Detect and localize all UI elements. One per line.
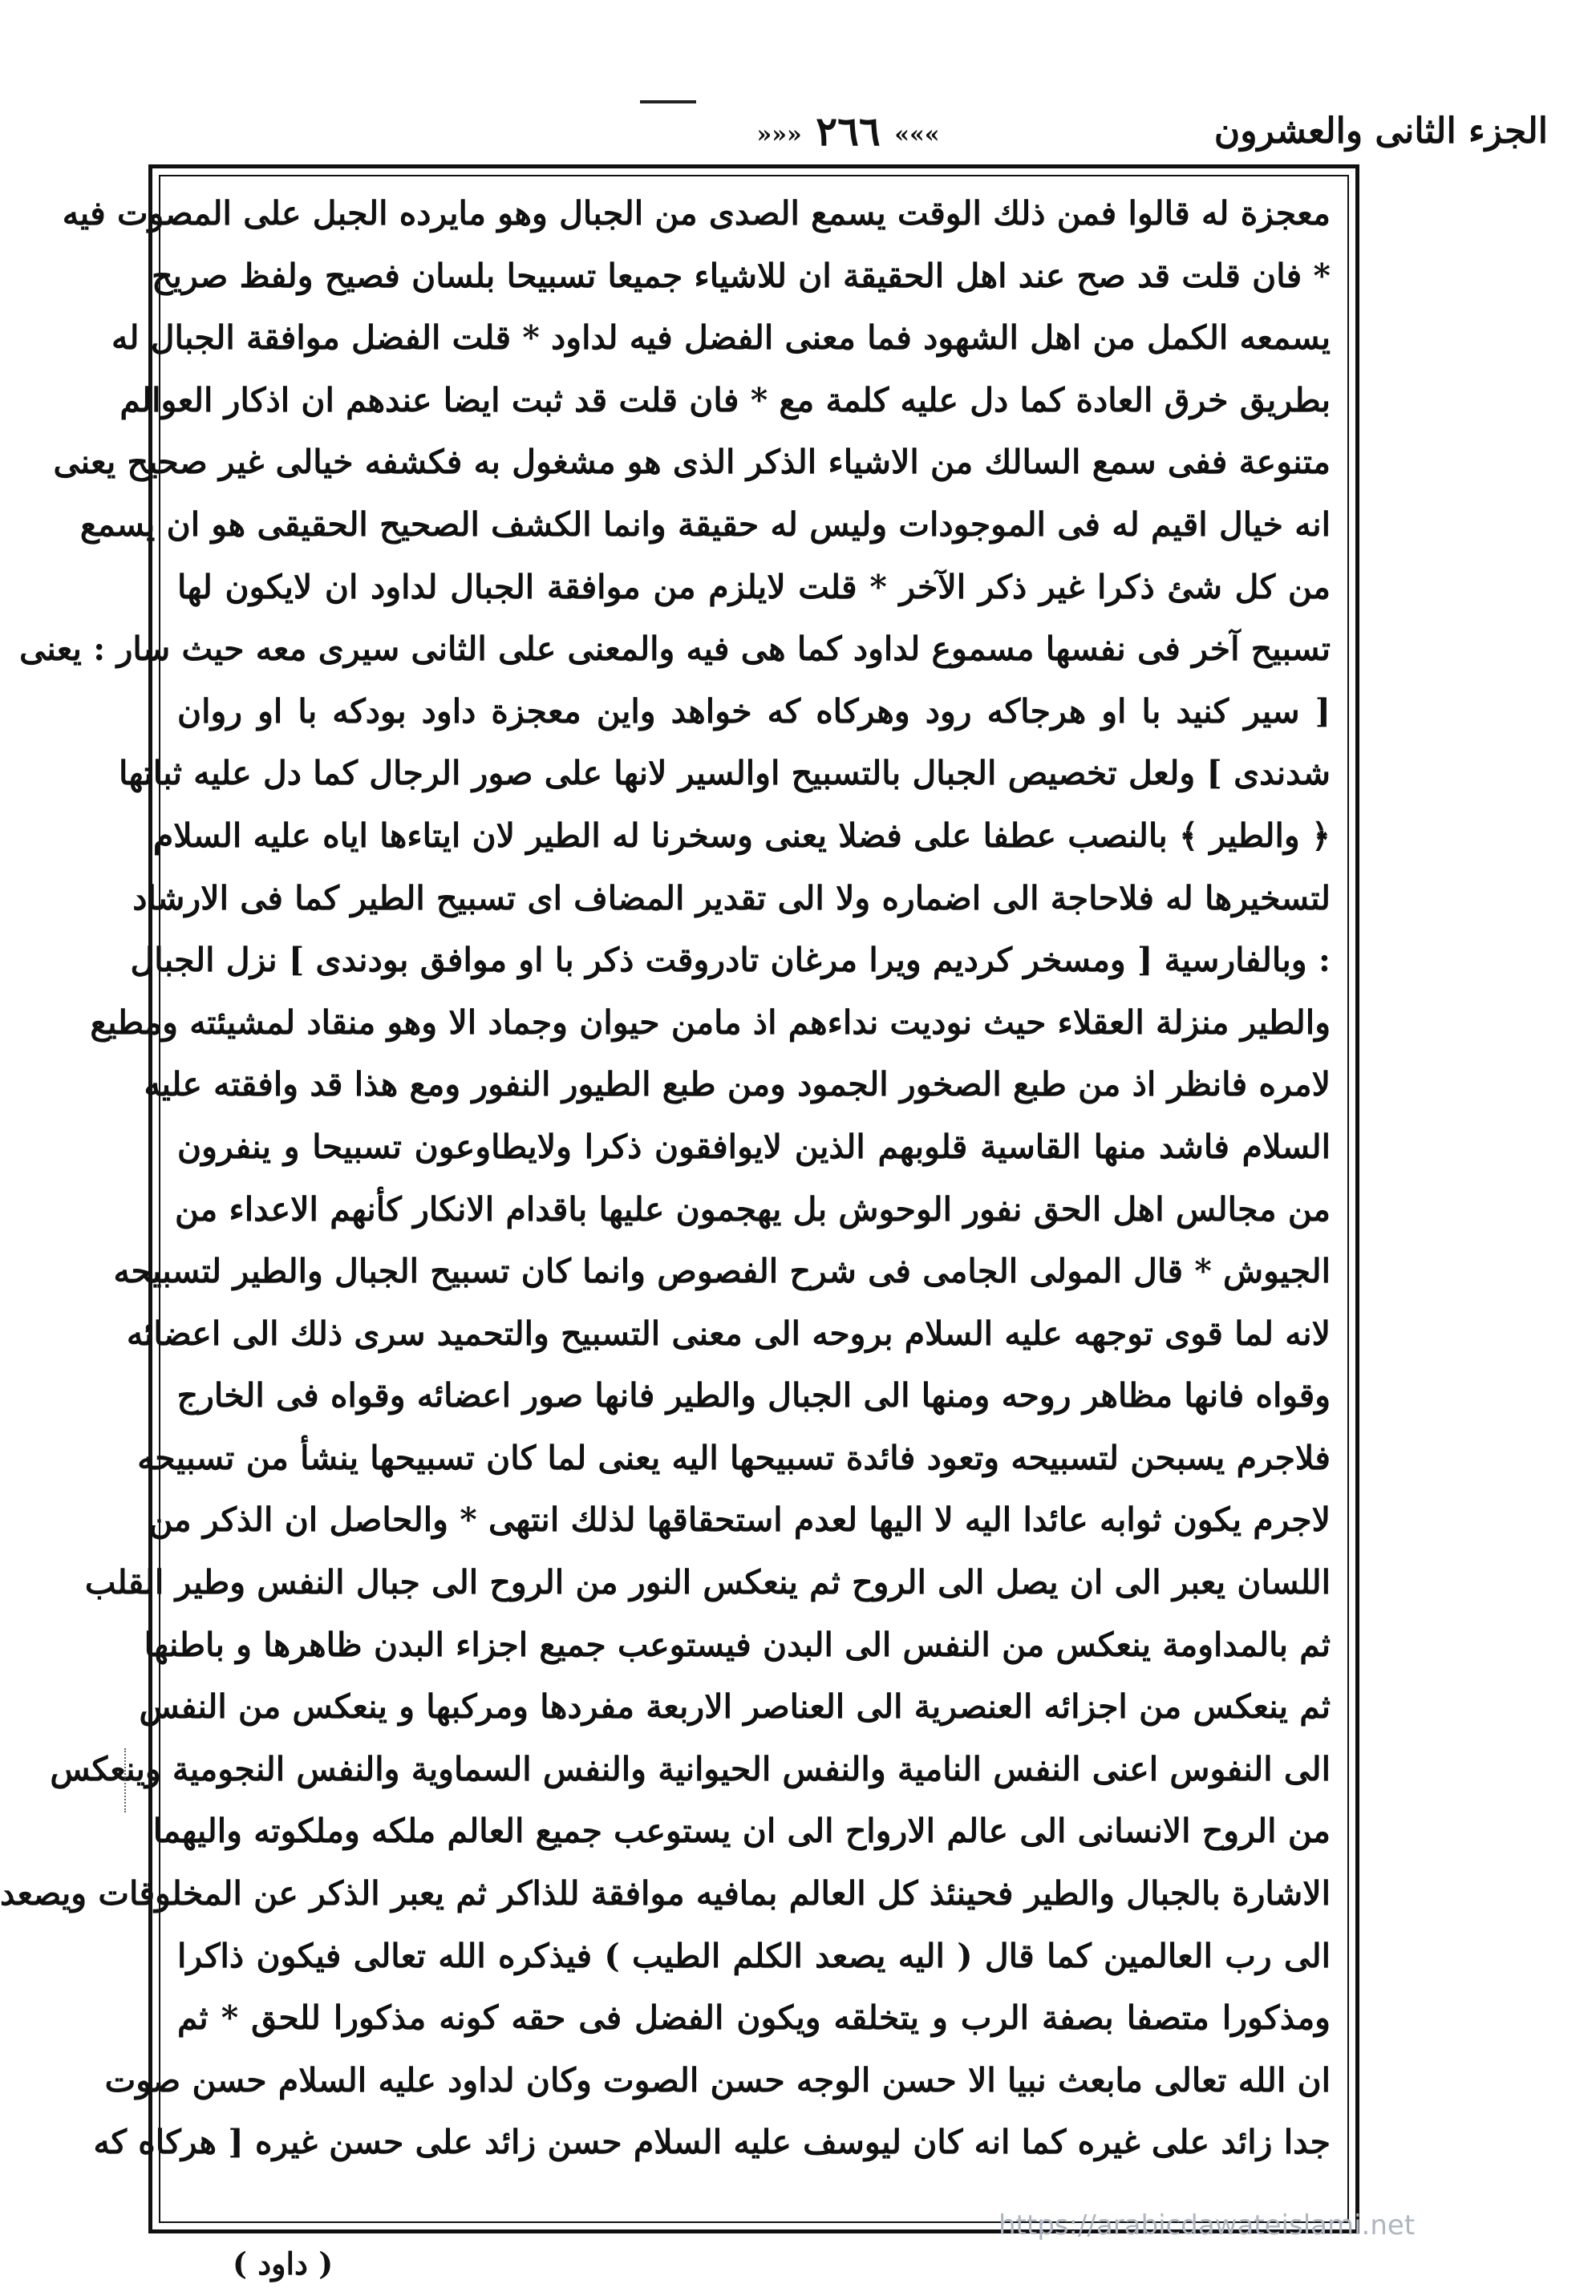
text-line: من كل شئ ذكرا غير ذكر الآخر * قلت لايلزم من موافقة الجبال لداود ان لايكون لها — [177, 567, 1331, 606]
margin-marks — [124, 1748, 142, 1812]
text-line: الاشارة بالجبال والطير فحينئذ كل العالم بمافيه موافقة للذاكر ثم يعبر الذكر عن المخلوقات ويصعد — [0, 1874, 1331, 1913]
page-header — [148, 104, 1548, 168]
text-line: اللسان يعبر الى ان يصل الى الروح ثم ينعكس النور من الروح الى جبال النفس وطير القلب — [84, 1563, 1331, 1602]
text-line: متنوعة ففى سمع السالك من الاشياء الذكر الذى هو مشغول به فكشفه خيالى غير صحيح يعنى — [53, 443, 1331, 482]
text-line: لتسخيرها له فلاحاجة الى اضماره ولا الى تقدير المضاف اى تسبيح الطير كما فى الارشاد — [132, 878, 1331, 917]
text-line: جدا زائد على غيره كما انه كان ليوسف عليه السلام حسن زائد على حسن غيره [ هركاه كه — [93, 2123, 1331, 2162]
text-line: وقواه فانها مظاهر روحه ومنها الى الجبال والطير فانها صور اعضائه وقواه فى الخارج — [176, 1376, 1331, 1415]
text-line: ثم ينعكس من اجزائه العنصرية الى العناصر الاربعة مفردها ومركبها و ينعكس من النفس — [139, 1687, 1331, 1727]
catchword: ( داود ) — [233, 2245, 334, 2282]
body-text — [0, 183, 1334, 2220]
text-line: ثم بالمداومة ينعكس من النفس الى البدن فيستوعب جميع اجزاء البدن ظاهرها و باطنها — [144, 1625, 1331, 1664]
text-line: فلاجرم يسبحن لتسبيحه وتعود فائدة تسبيحها اليه يعنى لما كان تسبيحها ينشأ من تسبيحه — [137, 1438, 1331, 1477]
running-title: الجزء الثانى والعشرون — [1213, 111, 1548, 152]
ornament-left-icon: ««« — [756, 120, 802, 149]
text-line: [ سير كنيد با او هرجاكه رود وهركاه كه خواهد واين معجزة داود بودكه با او روان — [177, 691, 1331, 731]
text-line: بطريق خرق العادة كما دل عليه كلمة مع * فان قلت قد ثبت ايضا عندهم ان اذكار العوالم — [119, 380, 1331, 419]
printer-mark — [640, 100, 696, 103]
text-line: معجزة له قالوا فمن ذلك الوقت يسمع الصدى من الجبال وهو مايرده الجبل على المصوت فيه — [62, 194, 1331, 233]
text-line: والطير منزلة العقلاء حيث نوديت نداءهم اذ مامن حيوان وجماد الا وهو منقاد لمشيئته ومطيع — [90, 1002, 1331, 1042]
text-line: من الروح الانسانى الى عالم الارواح الى ان يستوعب جميع العالم ملكه وملكوته واليهما — [152, 1812, 1331, 1851]
text-line: لانه لما قوى توجهه عليه السلام بروحه الى معنى التسبيح والتحميد سرى ذلك الى اعضائه — [126, 1314, 1331, 1353]
text-line: * فان قلت قد صح عند اهل الحقيقة ان للاشياء جميعا تسبيحا بلسان فصيح ولفظ صريح — [152, 256, 1331, 295]
text-line: الى رب العالمين كما قال ( اليه يصعد الكلم الطيب ) فيذكره الله تعالى فيكون ذاكرا — [177, 1936, 1331, 1975]
text-line: : وبالفارسية [ ومسخر كرديم ويرا مرغان تادروقت ذكر با او موافق بودندى ] نزل الجبال — [130, 941, 1331, 980]
text-line: من مجالس اهل الحق نفور الوحوش بل يهجمون عليها باقدام الانكار كأنهم الاعداء من — [175, 1189, 1331, 1229]
text-line: الى النفوس اعنى النفس النامية والنفس الحيوانية والنفس السماوية والنفس النجومية وينعكس — [50, 1749, 1331, 1788]
page-number: ٢٦٦ — [816, 107, 881, 155]
text-line: انه خيال اقيم له فى الموجودات وليس له حقيقة وانما الكشف الصحيح الحقيقى هو ان يسمع — [79, 504, 1331, 544]
text-line: ومذكورا متصفا بصفة الرب و يتخلقه ويكون الفضل فى حقه كونه مذكورا للحق * ثم — [177, 1998, 1331, 2038]
text-line: ﴿ والطير ﴾ بالنصب عطفا على فضلا يعنى وسخرنا له الطير لان ايتاءها اياه عليه السلام — [152, 816, 1331, 855]
text-line: لامره فانظر اذ من طبع الصخور الجمود ومن طبع الطيور النفور ومع هذا قد وافقته عليه — [144, 1065, 1331, 1104]
text-line: السلام فاشد منها القاسية قلوبهم الذين لايوافقون ذكرا ولايطاوعون تسبيحا و ينفرون — [177, 1127, 1331, 1166]
text-line: تسبيح آخر فى نفسها مسموع لداود كما هى فيه والمعنى على الثانى سيرى معه حيث سار : يعنى — [19, 630, 1331, 669]
text-line: يسمعه الكمل من اهل الشهود فما معنى الفضل فيه لداود * قلت الفضل موافقة الجبال له — [111, 318, 1331, 358]
text-line: الجيوش * قال المولى الجامى فى شرح الفصوص وانما كان تسبيح الجبال والطير لتسبيحه — [113, 1252, 1331, 1291]
text-line: ان الله تعالى مابعث نبيا الا حسن الوجه حسن الصوت وكان لداود عليه السلام حسن صوت — [104, 2060, 1331, 2100]
watermark: https://arabicdawateislami.net — [999, 2209, 1416, 2241]
text-line: شدندى ] ولعل تخصيص الجبال بالتسبيح اوالسير لانها على صور الرجال كما دل عليه ثباتها — [118, 754, 1331, 793]
text-line: لاجرم يكون ثوابه عائدا اليه لا اليها لعدم استحقاقها لذلك انتهى * والحاصل ان الذكر من — [148, 1500, 1331, 1540]
page-number-group — [757, 107, 940, 155]
ornament-right-icon: »»» — [894, 120, 940, 149]
